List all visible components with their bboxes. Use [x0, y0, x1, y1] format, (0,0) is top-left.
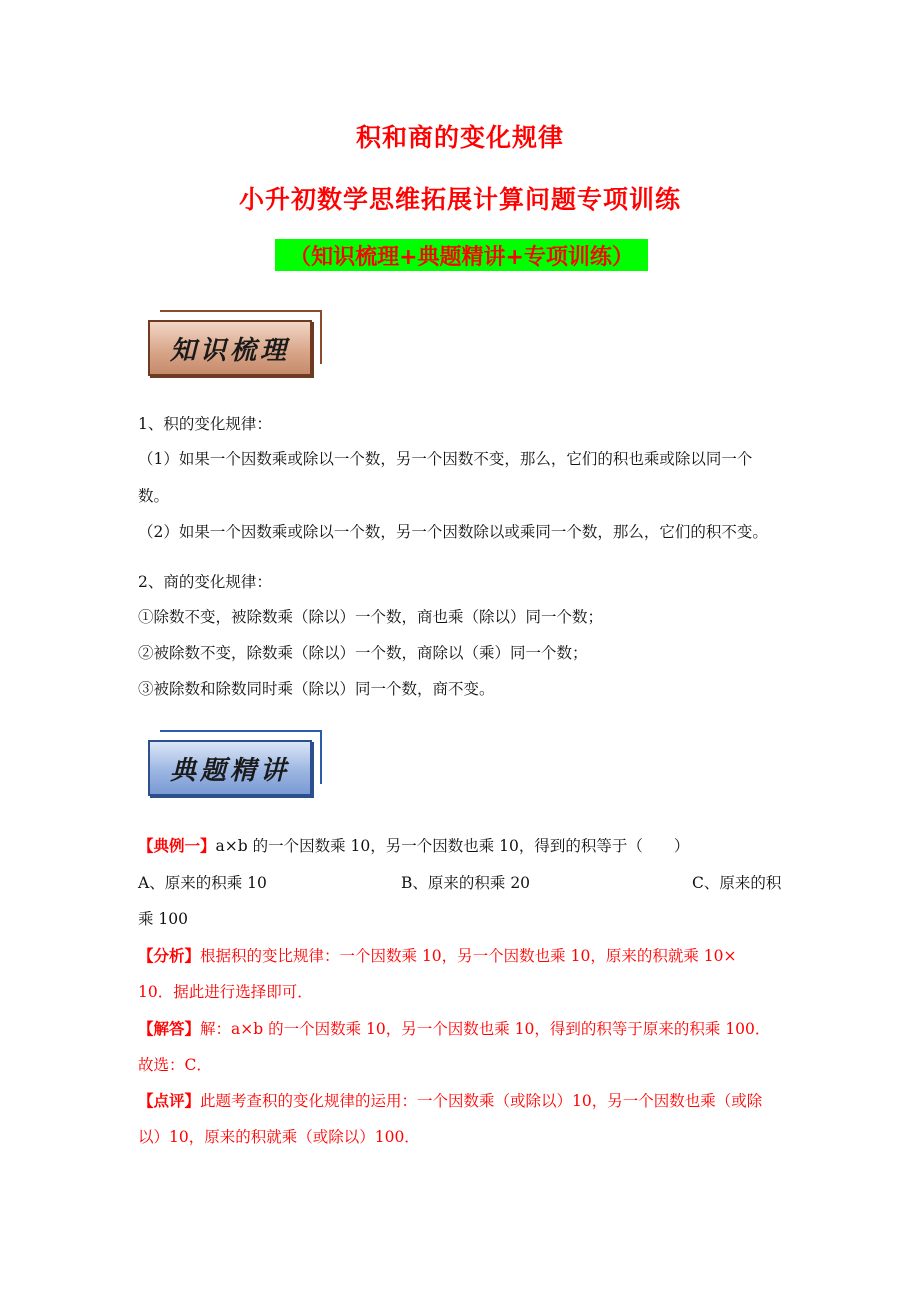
analysis-text: 根据积的变比规律：一个因数乘 10，另一个因数也乘 10，原来的积就乘 10×	[200, 947, 737, 965]
answer-choice: 故选：C．	[138, 1056, 212, 1074]
answer	[138, 1017, 770, 1039]
analysis-text-continued: 10．据此进行选择即可．	[138, 983, 313, 1001]
rule-line: ③被除数和除数同时乘（除以）同一个数，商不变。	[138, 680, 495, 698]
badge-label: 知识梳理	[148, 320, 312, 376]
page-title: 积和商的变化规律	[355, 123, 564, 152]
comment	[138, 1089, 762, 1111]
comment-tag: 【点评】	[138, 1092, 201, 1110]
comment-text-continued: 以）10，原来的积就乘（或除以）100．	[138, 1128, 420, 1146]
option-c: C、原来的积	[692, 874, 782, 892]
option-b: B、原来的积乘 20	[401, 874, 531, 892]
badge-label: 典题精讲	[148, 740, 312, 796]
option-c-continued: 乘 100	[138, 910, 189, 928]
example-tag: 【典例一】	[138, 837, 216, 855]
topic-banner: （知识梳理+典题精讲+专项训练）	[275, 239, 648, 271]
comment-text: 此题考查积的变化规律的运用：一个因数乘（或除以）10，另一个因数也乘（或除	[200, 1092, 763, 1110]
rule-heading-quotient: 2、商的变化规律：	[138, 573, 272, 591]
rule-heading-product: 1、积的变化规律：	[138, 415, 272, 433]
example-explanation-badge	[148, 730, 323, 794]
analysis-tag: 【分析】	[138, 947, 201, 965]
example-text: a×b 的一个因数乘 10，另一个因数也乘 10，得到的积等于（ ）	[215, 837, 690, 855]
example-question	[138, 834, 689, 856]
answer-tag: 【解答】	[138, 1020, 201, 1038]
analysis	[138, 944, 736, 966]
option-a: A、原来的积乘 10	[138, 874, 267, 892]
rule-line: ②被除数不变，除数乘（除以）一个数，商除以（乘）同一个数；	[138, 644, 588, 662]
rule-line: （2）如果一个因数乘或除以一个数，另一个因数除以或乘同一个数，那么，它们的积不变。	[138, 523, 768, 541]
rule-line: 数。	[138, 487, 170, 505]
page-subtitle: 小升初数学思维拓展计算问题专项训练	[238, 185, 681, 214]
answer-text: 解：a×b 的一个因数乘 10，另一个因数也乘 10，得到的积等于原来的积乘 100．	[200, 1020, 771, 1038]
knowledge-review-badge	[148, 310, 323, 374]
rule-line: ①除数不变，被除数乘（除以）一个数，商也乘（除以）同一个数；	[138, 608, 604, 626]
rule-line: （1）如果一个因数乘或除以一个数，另一个因数不变，那么，它们的积也乘或除以同一个	[138, 450, 753, 468]
